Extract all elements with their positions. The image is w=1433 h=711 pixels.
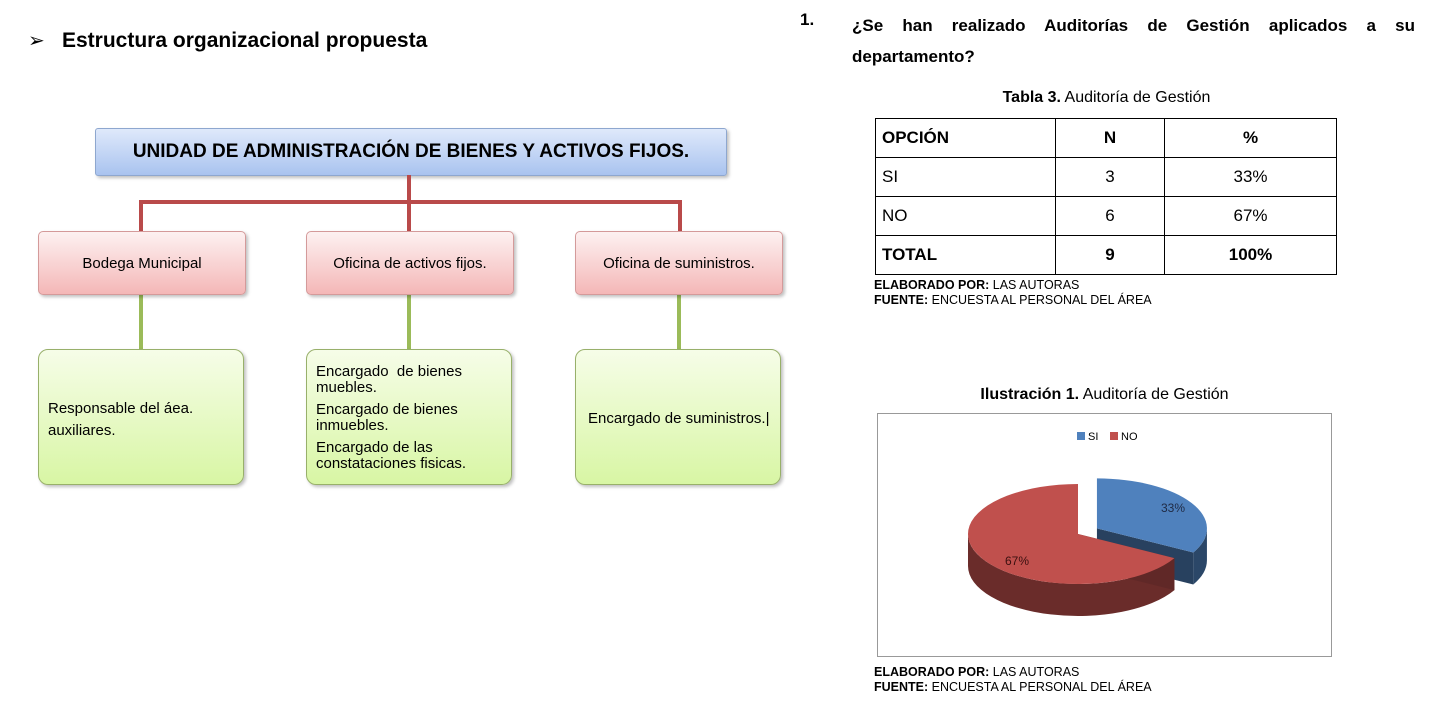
source-label: ELABORADO POR: (874, 665, 990, 679)
org-box-bodega-label: Bodega Municipal (82, 254, 202, 272)
connector-vertical-top (407, 175, 411, 203)
pie-chart (878, 414, 1331, 656)
table-cell: 100% (1165, 236, 1337, 275)
chart-frame (877, 413, 1332, 657)
data-table (875, 118, 1337, 275)
table-caption-label: Tabla 3. (1002, 89, 1061, 106)
question-text (852, 10, 1415, 72)
table-source (874, 278, 1152, 308)
connector-drop-2 (407, 200, 411, 231)
source-value: LAS AUTORAS (989, 665, 1080, 679)
org-detail-activos (306, 349, 512, 485)
table-cell: 6 (1056, 197, 1165, 236)
org-top-label: UNIDAD DE ADMINISTRACIÓN DE BIENES Y ACTIVOS FIJOS. (132, 141, 690, 162)
connector-green-1 (139, 294, 143, 349)
detail-line: Encargado de suministros.| (588, 410, 770, 427)
connector-green-2 (407, 294, 411, 349)
source-value: ENCUESTA AL PERSONAL DEL ÁREA (928, 680, 1152, 694)
table-cell: 33% (1165, 158, 1337, 197)
org-detail-suministros (575, 349, 781, 485)
slice-label-si: 33% (1161, 501, 1186, 515)
section-heading: Estructura organizacional propuesta (62, 29, 428, 52)
legend-label-no: NO (1121, 431, 1138, 443)
org-box-bodega (38, 231, 246, 295)
org-box-suministros (575, 231, 783, 295)
table-cell: 9 (1056, 236, 1165, 275)
table-total-row (876, 236, 1337, 275)
org-box-activos (306, 231, 514, 295)
chart-source (874, 665, 1152, 695)
figure-caption (877, 386, 1332, 404)
table-header: N (1056, 119, 1165, 158)
legend-label-si: SI (1088, 431, 1099, 443)
question-line-2: departamento? (852, 47, 975, 66)
legend-swatch-no (1110, 432, 1118, 440)
table-cell: SI (876, 158, 1056, 197)
connector-green-3 (677, 294, 681, 349)
org-box-suministros-label: Oficina de suministros. (603, 254, 755, 272)
org-top-box (95, 128, 727, 176)
table-row (876, 158, 1337, 197)
source-line (874, 665, 1152, 680)
question-line-1: ¿Se han realizado Auditorías de Gestión aplicados a su (852, 16, 1415, 35)
table-cell: NO (876, 197, 1056, 236)
figure-caption-text: Auditoría de Gestión (1079, 386, 1229, 403)
table-row (876, 197, 1337, 236)
figure-caption-label: Ilustración 1. (980, 386, 1080, 403)
legend-swatch-si (1077, 432, 1085, 440)
table-cell: TOTAL (876, 236, 1056, 275)
source-value: ENCUESTA AL PERSONAL DEL ÁREA (928, 293, 1152, 307)
bullet-icon: ➢ (28, 30, 45, 52)
connector-drop-3 (678, 200, 682, 231)
table-caption (875, 89, 1338, 107)
detail-line: Encargado de las constataciones fisicas. (316, 439, 467, 472)
table-cell: 67% (1165, 197, 1337, 236)
org-detail-bodega (38, 349, 244, 485)
source-label: FUENTE: (874, 293, 929, 307)
detail-line: auxiliares. (48, 422, 116, 439)
source-line (874, 680, 1152, 695)
detail-line: Encargado de bienes inmuebles. (316, 401, 458, 434)
slice-label-no: 67% (1005, 554, 1030, 568)
detail-line: Encargado de bienes muebles. (316, 363, 467, 396)
connector-drop-1 (139, 200, 143, 231)
source-label: ELABORADO POR: (874, 278, 990, 292)
table-header: OPCIÓN (876, 119, 1056, 158)
detail-line: Responsable del áea. (48, 400, 194, 417)
org-box-activos-label: Oficina de activos fijos. (333, 254, 487, 272)
table-cell: 3 (1056, 158, 1165, 197)
source-value: LAS AUTORAS (989, 278, 1080, 292)
table-header-row (876, 119, 1337, 158)
source-label: FUENTE: (874, 680, 929, 694)
source-line (874, 293, 1152, 308)
question-number: 1. (800, 10, 815, 29)
table-header: % (1165, 119, 1337, 158)
source-line (874, 278, 1152, 293)
table-caption-text: Auditoría de Gestión (1060, 89, 1211, 106)
